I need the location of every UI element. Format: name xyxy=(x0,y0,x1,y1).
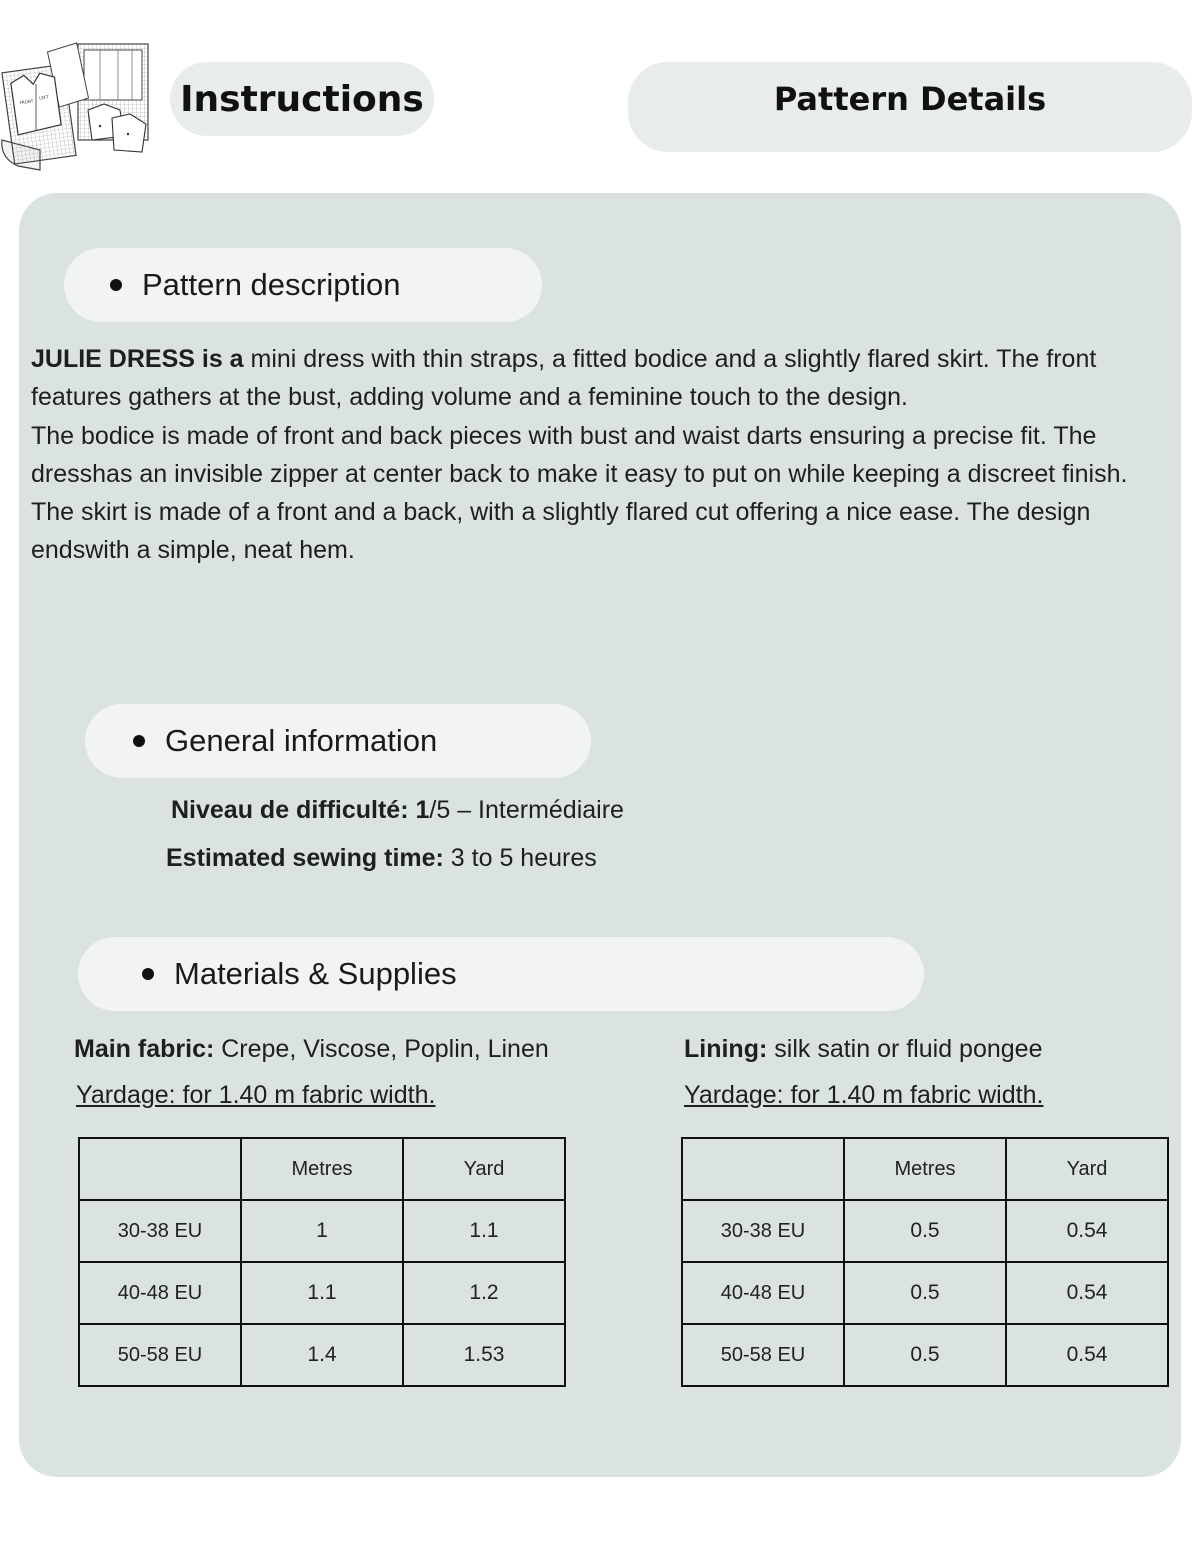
table-header-cell: Metres xyxy=(844,1138,1006,1200)
content-panel xyxy=(19,193,1181,1477)
yard-cell: 0.54 xyxy=(1006,1200,1168,1262)
table-header-row xyxy=(79,1138,565,1200)
instructions-label: Instructions xyxy=(180,78,424,120)
main-fabric-line xyxy=(74,1035,549,1064)
metres-cell: 1.4 xyxy=(241,1324,403,1386)
sewing-time-line xyxy=(166,844,597,873)
table-header-cell: Yard xyxy=(403,1138,565,1200)
bullet-icon xyxy=(142,968,154,980)
table-row xyxy=(682,1324,1168,1386)
metres-cell: 0.5 xyxy=(844,1262,1006,1324)
size-cell: 40-48 EU xyxy=(79,1262,241,1324)
pattern-pieces-illustration-icon xyxy=(0,40,152,172)
main-fabric-label: Main fabric: xyxy=(74,1035,215,1063)
difficulty-line xyxy=(171,796,624,825)
yard-cell: 1.1 xyxy=(403,1200,565,1262)
general-information-title: General information xyxy=(165,723,438,758)
table-header-cell xyxy=(79,1138,241,1200)
instructions-tab[interactable] xyxy=(170,62,434,136)
size-cell: 50-58 EU xyxy=(682,1324,844,1386)
table-header-row xyxy=(682,1138,1168,1200)
lining-label: Lining: xyxy=(684,1035,768,1063)
size-cell: 40-48 EU xyxy=(682,1262,844,1324)
size-cell: 30-38 EU xyxy=(682,1200,844,1262)
size-cell: 50-58 EU xyxy=(79,1324,241,1386)
table-row xyxy=(79,1324,565,1386)
main-fabric-yardage: Yardage: for 1.40 m fabric width. xyxy=(76,1081,436,1109)
general-information-heading xyxy=(85,704,591,778)
metres-cell: 1 xyxy=(241,1200,403,1262)
yard-cell: 1.2 xyxy=(403,1262,565,1324)
bullet-icon xyxy=(133,735,145,747)
materials-title: Materials & Supplies xyxy=(174,956,457,991)
description-paragraph-3: The skirt is made of a front and a back, with a slightly flared cut offering a nice ease. The design endswith a simple, neat hem. xyxy=(31,498,1091,565)
pattern-description-text xyxy=(31,340,1171,570)
metres-cell: 0.5 xyxy=(844,1324,1006,1386)
lining-line xyxy=(684,1035,1042,1064)
description-lead-bold: JULIE DRESS is a xyxy=(31,345,244,373)
table-header-cell: Yard xyxy=(1006,1138,1168,1200)
sewing-time-label: Estimated sewing time: xyxy=(166,844,444,872)
metres-cell: 1.1 xyxy=(241,1262,403,1324)
table-header-cell xyxy=(682,1138,844,1200)
main-fabric-yardage-table xyxy=(78,1137,566,1387)
table-row xyxy=(682,1200,1168,1262)
lining-value: silk satin or fluid pongee xyxy=(767,1035,1043,1063)
lining-yardage: Yardage: for 1.40 m fabric width. xyxy=(684,1081,1044,1109)
difficulty-label: Niveau de difficulté: xyxy=(171,796,409,824)
table-row xyxy=(79,1262,565,1324)
main-fabric-value: Crepe, Viscose, Poplin, Linen xyxy=(214,1035,549,1063)
description-lead-rest: mini dress with thin straps, a fitted bodice and a slightly flared skirt. The front features gathers at the bust, adding volume and a feminine touch to the design. xyxy=(31,345,1097,412)
bullet-icon xyxy=(110,279,122,291)
yard-cell: 0.54 xyxy=(1006,1262,1168,1324)
pattern-description-title: Pattern description xyxy=(142,267,401,302)
difficulty-value-bold: 1 xyxy=(408,796,430,824)
size-cell: 30-38 EU xyxy=(79,1200,241,1262)
yard-cell: 0.54 xyxy=(1006,1324,1168,1386)
difficulty-value: /5 – Intermédiaire xyxy=(429,796,624,824)
materials-heading xyxy=(78,937,924,1011)
pattern-details-tab[interactable] xyxy=(628,62,1192,152)
yard-cell: 1.53 xyxy=(403,1324,565,1386)
lining-yardage-table xyxy=(681,1137,1169,1387)
sewing-time-value: 3 to 5 heures xyxy=(443,844,597,872)
description-paragraph-1 xyxy=(31,340,1171,417)
pattern-description-heading xyxy=(64,248,542,322)
svg-text:LEFT: LEFT xyxy=(38,94,49,101)
metres-cell: 0.5 xyxy=(844,1200,1006,1262)
table-row xyxy=(682,1262,1168,1324)
table-row xyxy=(79,1200,565,1262)
svg-text:FRONT: FRONT xyxy=(19,98,34,106)
description-paragraph-2: The bodice is made of front and back pieces with bust and waist darts ensuring a precise fit. The dresshas an invisible zipper at center back to make it easy to put on while keeping a discreet finish. xyxy=(31,421,1128,488)
pattern-details-label: Pattern Details xyxy=(773,80,1047,118)
table-header-cell: Metres xyxy=(241,1138,403,1200)
